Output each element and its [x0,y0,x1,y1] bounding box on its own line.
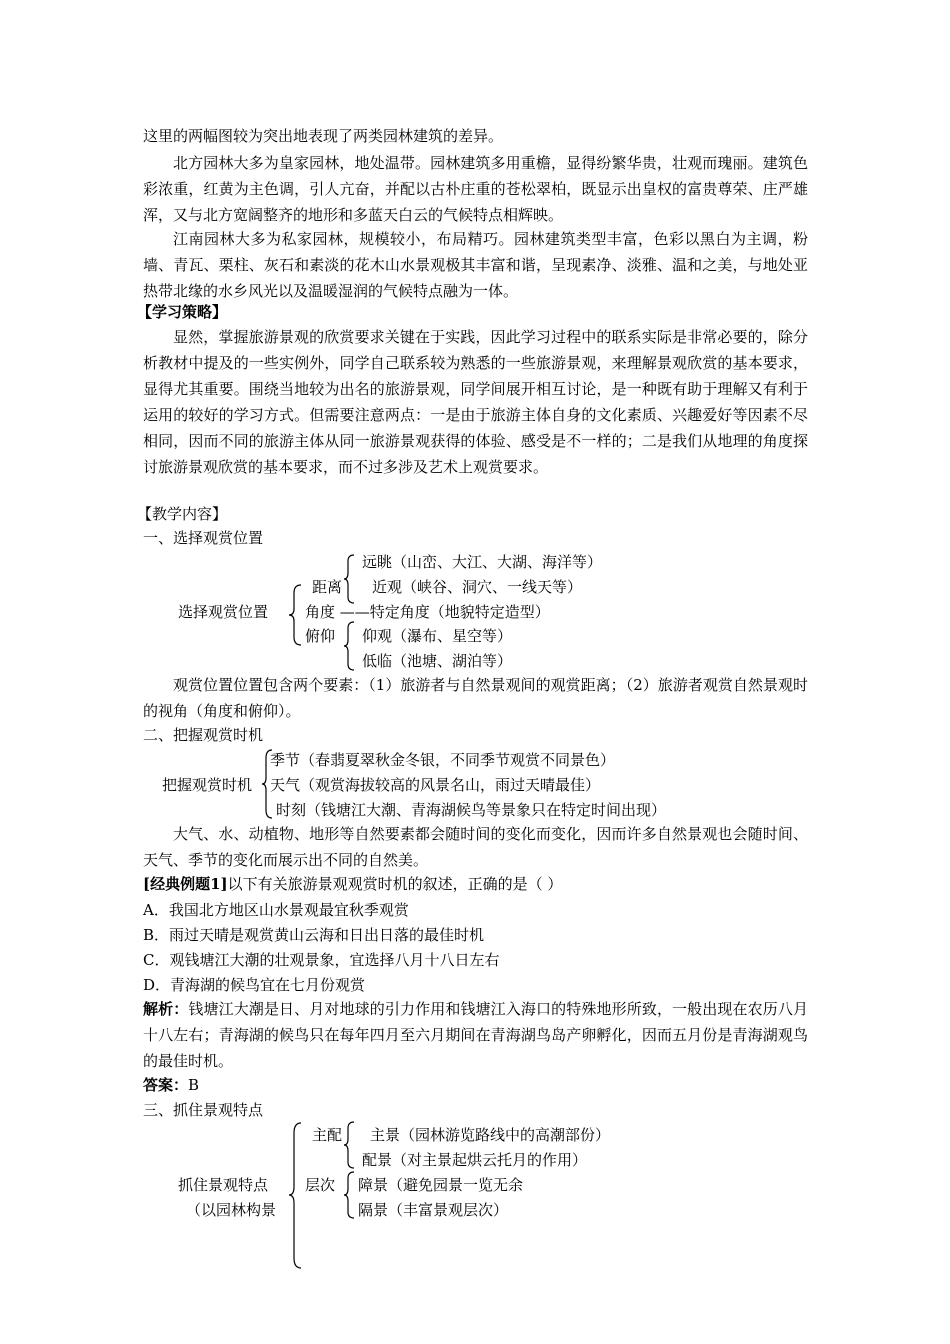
option-c: C．观钱塘江大潮的壮观景象，宜选择八月十八日左右 [143,951,500,969]
sec1-distance: 距离 [312,578,343,596]
section3-heading: 三、抓住景观特点 [143,1101,264,1119]
analysis-label: 解析： [143,1000,189,1018]
sec1-up: 仰观（瀑布、星空等） [362,627,513,645]
sec3-zhupei: 主配 [312,1126,343,1144]
sec1-far: 远眺（山峦、大江、大湖、海洋等） [362,553,603,571]
intro-line: 这里的两幅图较为突出地表现了两类园林建筑的差异。 [143,127,504,145]
option-d: D．青海湖的候鸟宜在七月份观赏 [143,976,366,994]
sec3-cengci: 层次 [305,1176,336,1194]
sec3-zhupei-brace [344,1122,356,1168]
answer-value: B [188,1076,200,1094]
content-heading: 【教学内容】 [137,505,228,523]
sec2-paragraph: 大气、水、动植物、地形等自然要素都会随时间的变化而变化，因而许多自然景观也会随时间、天气、季节的变化而展示出不同的自然美。 [143,825,808,869]
sec3-root-sub: （以园林构景 [186,1201,277,1219]
sec3-divide: 隔景（丰富景观层次） [358,1201,509,1219]
strategy-paragraph: 显然，掌握旅游景观的欣赏要求关键在于实践，因此学习过程中的联系实际是非常必要的，除分析教材中提及的一些实例外，同学自己联系较为熟悉的一些旅游景观，来理解景观欣赏的基本要求，显得尤其重要。围绕当地较为出名的旅游景观，同学间展开相互讨论，是一种既有助于理解又有利于运用的较好的学习方式。但需要注意两点：一是由于旅游主体自身的文化素质、兴趣爱好等因素不尽相同，因而不同的旅游主体从同一旅游景观获得的体验、感受是不一样的；二是我们从地理的角度探讨旅游景观欣赏的基本要求，而不过多涉及艺术上观赏要求。 [143,328,808,476]
sec3-secondary: 配景（对主景起烘云托月的作用） [362,1151,588,1169]
sec2-weather: 天气（观赏海拔较高的风景名山，雨过天晴最佳） [270,776,601,794]
section2-heading: 二、把握观赏时机 [143,726,264,744]
sec3-block: 障景（避免园景一览无余 [358,1176,524,1194]
sec2-root: 把握观赏时机 [162,776,253,794]
example-label: [经典例题1] [143,875,228,893]
sec3-main-brace [289,1123,303,1268]
sec1-root: 选择观赏位置 [178,603,269,621]
example-question [143,874,562,894]
option-b: B．雨过天晴是观赏黄山云海和日出日落的最佳时机 [143,926,485,944]
answer-line [143,1075,199,1095]
sec1-near: 近观（峡谷、洞穴、一线天等） [372,578,583,596]
sec1-paragraph: 观赏位置位置包含两个要素：（1）旅游者与自然景观间的观赏距离；（2）旅游者观赏自然景观时的视角（角度和俯仰）。 [143,676,808,720]
option-a: A．我国北方地区山水景观最宜秋季观赏 [143,901,409,919]
north-garden-paragraph: 北方园林大多为皇家园林，地处温带。园林建筑多用重檐，显得纷繁华贵，壮观而瑰丽。建筑色彩浓重，红黄为主色调，引人亢奋，并配以古朴庄重的苍松翠柏，既显示出皇权的富贵尊荣、庄严雄浑，又与北方宽阔整齐的地形和多蓝天白云的气候特点相辉映。 [143,154,808,224]
sec2-moment: 时刻（钱塘江大潮、青海湖候鸟等景象只在特定时间出现） [276,801,667,819]
sec3-main: 主景（园林游览路线中的高潮部份） [370,1126,611,1144]
sec2-season: 季节（春翡夏翠秋金冬银，不同季节观赏不同景色） [270,751,616,769]
sec1-tilt-brace [344,622,356,670]
sec3-root: 抓住景观特点 [178,1176,269,1194]
sec1-angle: 角度 ——特定角度（地貌特定造型） [305,603,550,621]
section1-heading: 一、选择观赏位置 [143,529,264,547]
sec1-distance-brace [344,555,356,603]
example-question-text: 以下有关旅游景观观赏时机的叙述，正确的是（ ） [227,875,563,893]
sec3-cengci-brace [344,1172,356,1218]
south-garden-paragraph: 江南园林大多为私家园林，规模较小，布局精巧。园林建筑类型丰富，色彩以黑白为主调，粉墙、青瓦、栗柱、灰石和素淡的花木山水景观极其丰富和谐，呈现素净、淡雅、温和之美，与地处亚热带北缘的水乡风光以及温暖湿润的气候特点融为一体。 [143,230,808,300]
strategy-heading: 【学习策略】 [137,303,228,321]
sec1-down: 低临（池塘、湖泊等） [362,652,513,670]
sec1-tilt: 俯仰 [305,627,336,645]
analysis-text: 钱塘江大潮是日、月对地球的引力作用和钱塘江入海口的特殊地形所致，一般出现在农历八月十八左右；青海湖的候鸟只在每年四月至六月期间在青海湖鸟岛产卵孵化，因而五月份是青海湖观鸟的最佳时机。 [143,1000,808,1070]
sec1-main-brace [289,585,303,645]
answer-label: 答案： [143,1076,189,1094]
analysis-paragraph [143,996,808,1074]
